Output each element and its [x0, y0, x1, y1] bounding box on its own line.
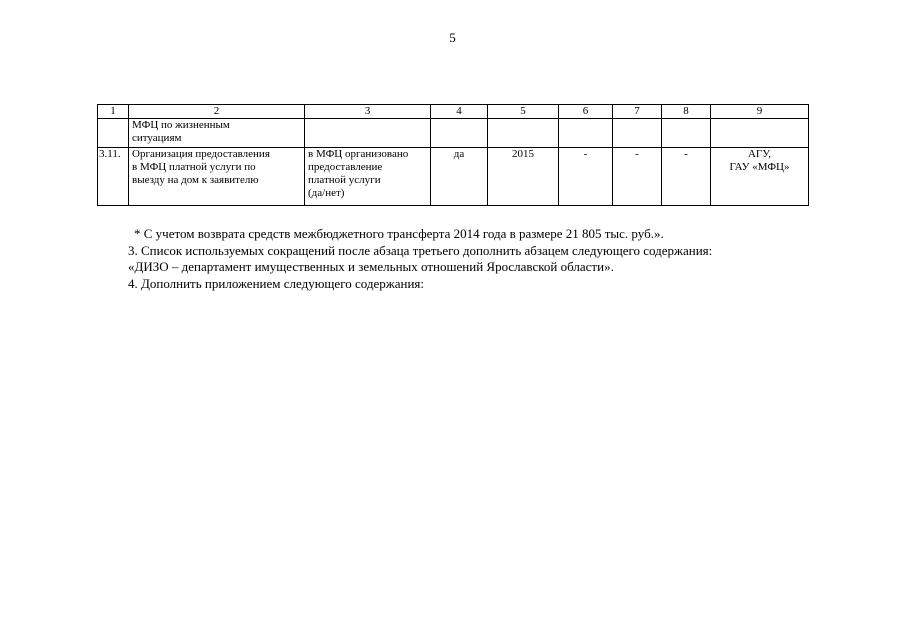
header-cell: 7: [613, 105, 662, 119]
table-header-row: [98, 105, 809, 119]
header-cell: 4: [431, 105, 488, 119]
indicator-line: в МФЦ организовано: [308, 148, 409, 160]
executor-cell: [711, 119, 809, 148]
header-cell: 9: [711, 105, 809, 119]
row-number-cell: [98, 119, 129, 148]
activity-name-cell: [129, 148, 305, 206]
executor-cell: [711, 148, 809, 206]
indicator-cell: [305, 119, 431, 148]
page-number: 5: [449, 30, 456, 45]
header-cell: 1: [98, 105, 129, 119]
header-cell: 6: [559, 105, 613, 119]
paragraph-dizo: «ДИЗО – департамент имущественных и земельных отношений Ярославской области».: [128, 259, 614, 274]
value-cell: [662, 119, 711, 148]
indicator-line: платной услуги: [308, 174, 381, 186]
value-cell: -: [613, 148, 662, 206]
activity-name-line: Организация предоставления: [132, 148, 270, 160]
header-cell: 8: [662, 105, 711, 119]
value-cell: -: [559, 148, 613, 206]
indicator-line: предоставление: [308, 161, 383, 173]
footnote-text: * С учетом возврата средств межбюджетного трансферта 2014 года в размере 21 805 тыс. руб.».: [134, 226, 664, 241]
year-cell: 2015: [488, 148, 559, 206]
value-cell: да: [431, 148, 488, 206]
activity-name-line: в МФЦ платной услуги по: [132, 161, 256, 173]
year-cell: [488, 119, 559, 148]
activity-name-line: ситуациям: [132, 132, 182, 144]
indicator-line: (да/нет): [308, 187, 345, 199]
activity-name-line: МФЦ по жизненным: [132, 119, 230, 131]
executor-line: АГУ,: [747, 148, 772, 160]
value-cell: [613, 119, 662, 148]
value-cell: [431, 119, 488, 148]
program-table: [97, 104, 809, 206]
paragraph-item-4: 4. Дополнить приложением следующего содержания:: [128, 275, 424, 291]
value-cell: -: [662, 148, 711, 206]
header-cell: 2: [129, 105, 305, 119]
table-row: [98, 119, 809, 148]
indicator-cell: [305, 148, 431, 206]
activity-name-line: выезду на дом к заявителю: [132, 174, 259, 186]
value-cell: [559, 119, 613, 148]
body-text: [128, 226, 818, 292]
activity-name-cell: [129, 119, 305, 148]
paragraph-item-3: 3. Список используемых сокращений после абзаца третьего дополнить абзацем следующего содержания:: [128, 242, 713, 258]
row-number-cell: 3.11.: [98, 148, 129, 206]
header-cell: 5: [488, 105, 559, 119]
table-row: [98, 148, 809, 206]
executor-line: ГАУ «МФЦ»: [729, 161, 790, 173]
header-cell: 3: [305, 105, 431, 119]
